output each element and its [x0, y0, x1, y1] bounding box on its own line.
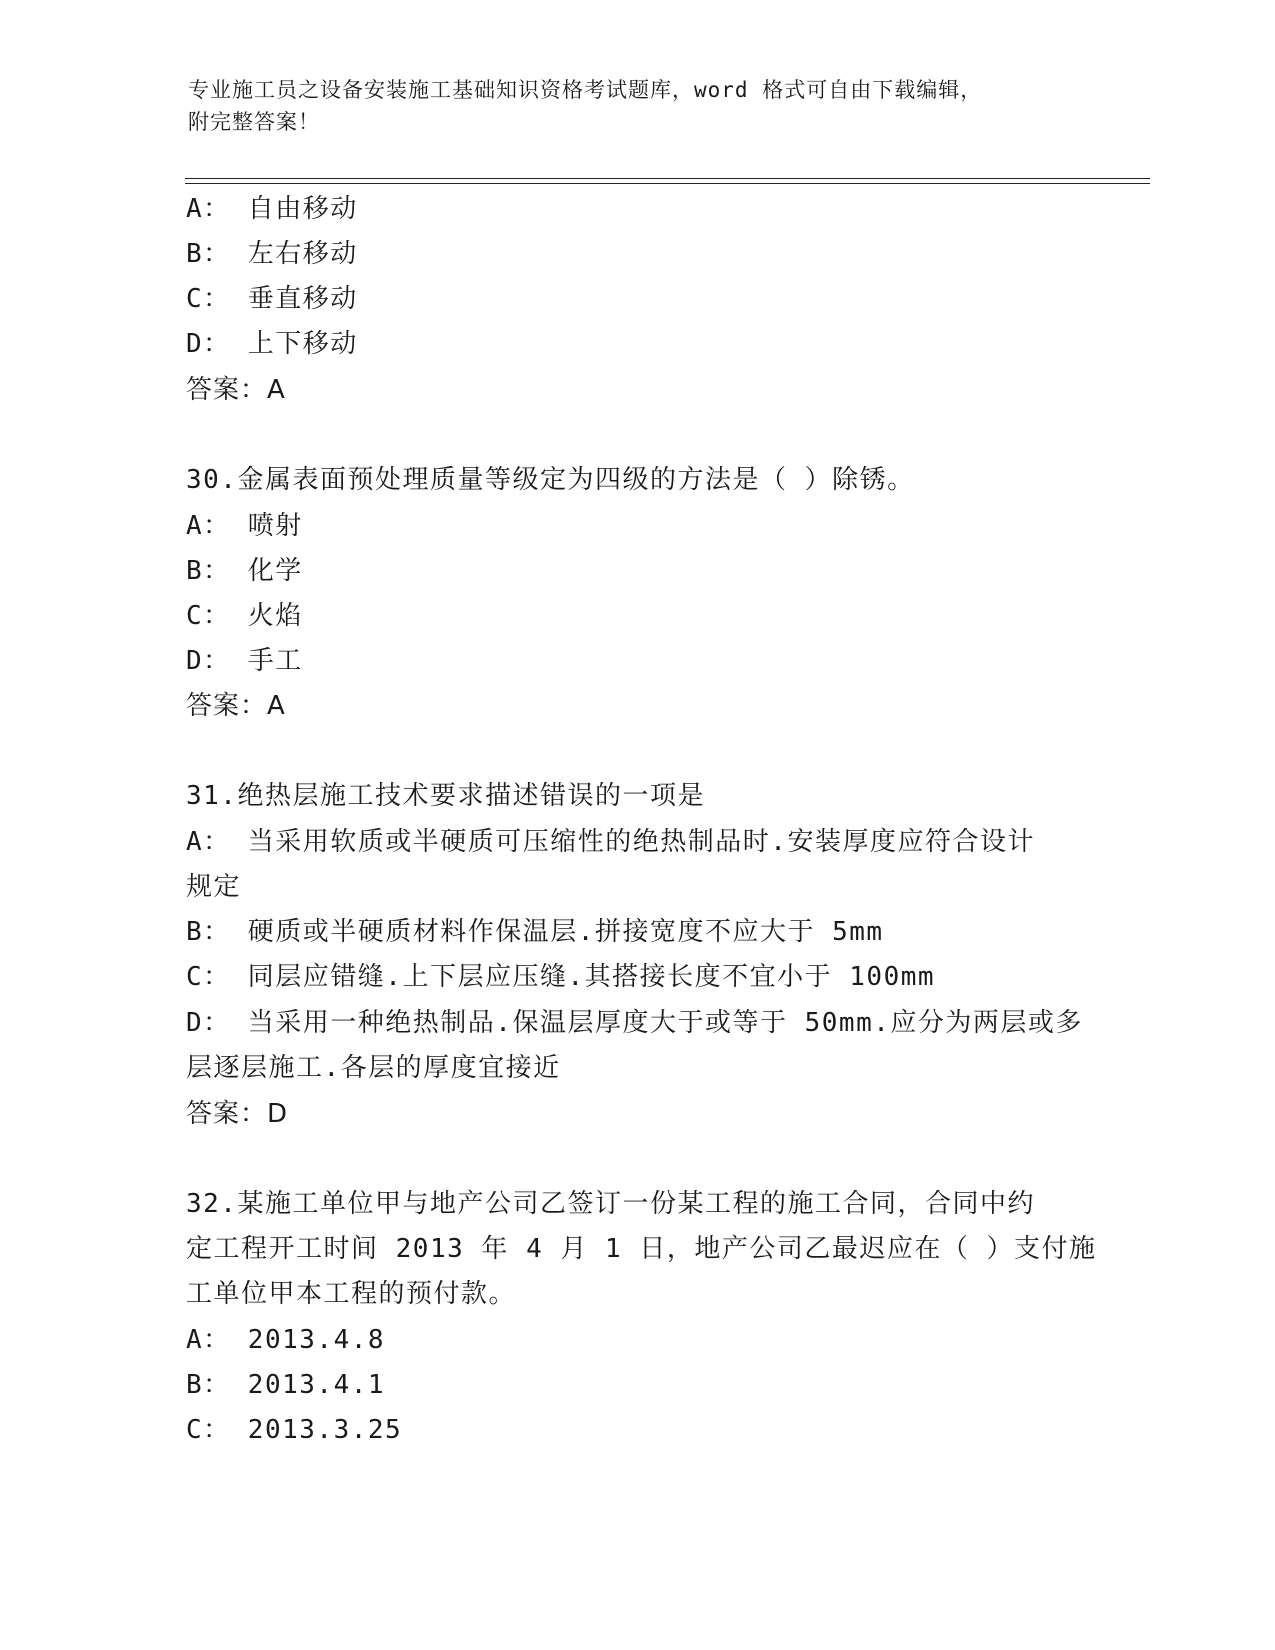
q31-option-a: A： 当采用软质或半硬质可压缩性的绝热制品时.安装厚度应符合设计: [186, 827, 1035, 857]
q32-question-line-2: 定工程开工时间 2013 年 4 月 1 日，地产公司乙最迟应在（ ）支付施: [186, 1234, 1097, 1264]
q29-answer: 答案：A: [186, 375, 286, 405]
q29-option-d: D： 上下移动: [186, 329, 358, 359]
q29-option-a: A： 自由移动: [186, 194, 358, 224]
header-line-2: 附完整答案！: [188, 110, 320, 134]
q31-option-d: D： 当采用一种绝热制品.保温层厚度大于或等于 50mm.应分为两层或多: [186, 1008, 1083, 1038]
q31-option-d-cont: 层逐层施工.各层的厚度宜接近: [186, 1053, 561, 1083]
q31-question: 31.绝热层施工技术要求描述错误的一项是: [186, 781, 705, 811]
q32-question-line-3: 工单位甲本工程的预付款。: [186, 1279, 517, 1309]
q30-option-b: B： 化学: [186, 556, 303, 586]
header-rule-top: [185, 178, 1150, 179]
header-rule-bottom: [185, 183, 1150, 184]
q29-option-b: B： 左右移动: [186, 239, 358, 269]
q31-answer: 答案：D: [186, 1099, 289, 1129]
q30-option-d: D： 手工: [186, 646, 303, 676]
q30-answer: 答案：A: [186, 691, 286, 721]
document-header: [188, 74, 1088, 138]
q32-option-a: A： 2013.4.8: [186, 1325, 386, 1355]
header-line-1: 专业施工员之设备安装施工基础知识资格考试题库，word 格式可自由下载编辑，: [188, 78, 983, 102]
q32-option-b: B： 2013.4.1: [186, 1370, 386, 1400]
q29-option-c: C： 垂直移动: [186, 284, 358, 314]
q30-question: 30.金属表面预处理质量等级定为四级的方法是（ ）除锈。: [186, 465, 915, 495]
q31-option-a-cont: 规定: [186, 872, 242, 902]
q32-option-c: C： 2013.3.25: [186, 1415, 403, 1445]
q31-option-b: B： 硬质或半硬质材料作保温层.拼接宽度不应大于 5mm: [186, 917, 884, 947]
q32-question-line-1: 32.某施工单位甲与地产公司乙签订一份某工程的施工合同，合同中约: [186, 1189, 1035, 1219]
q30-option-a: A： 喷射: [186, 511, 303, 541]
q31-option-c: C： 同层应错缝.上下层应压缝.其搭接长度不宜小于 100mm: [186, 962, 936, 992]
q30-option-c: C： 火焰: [186, 601, 303, 631]
